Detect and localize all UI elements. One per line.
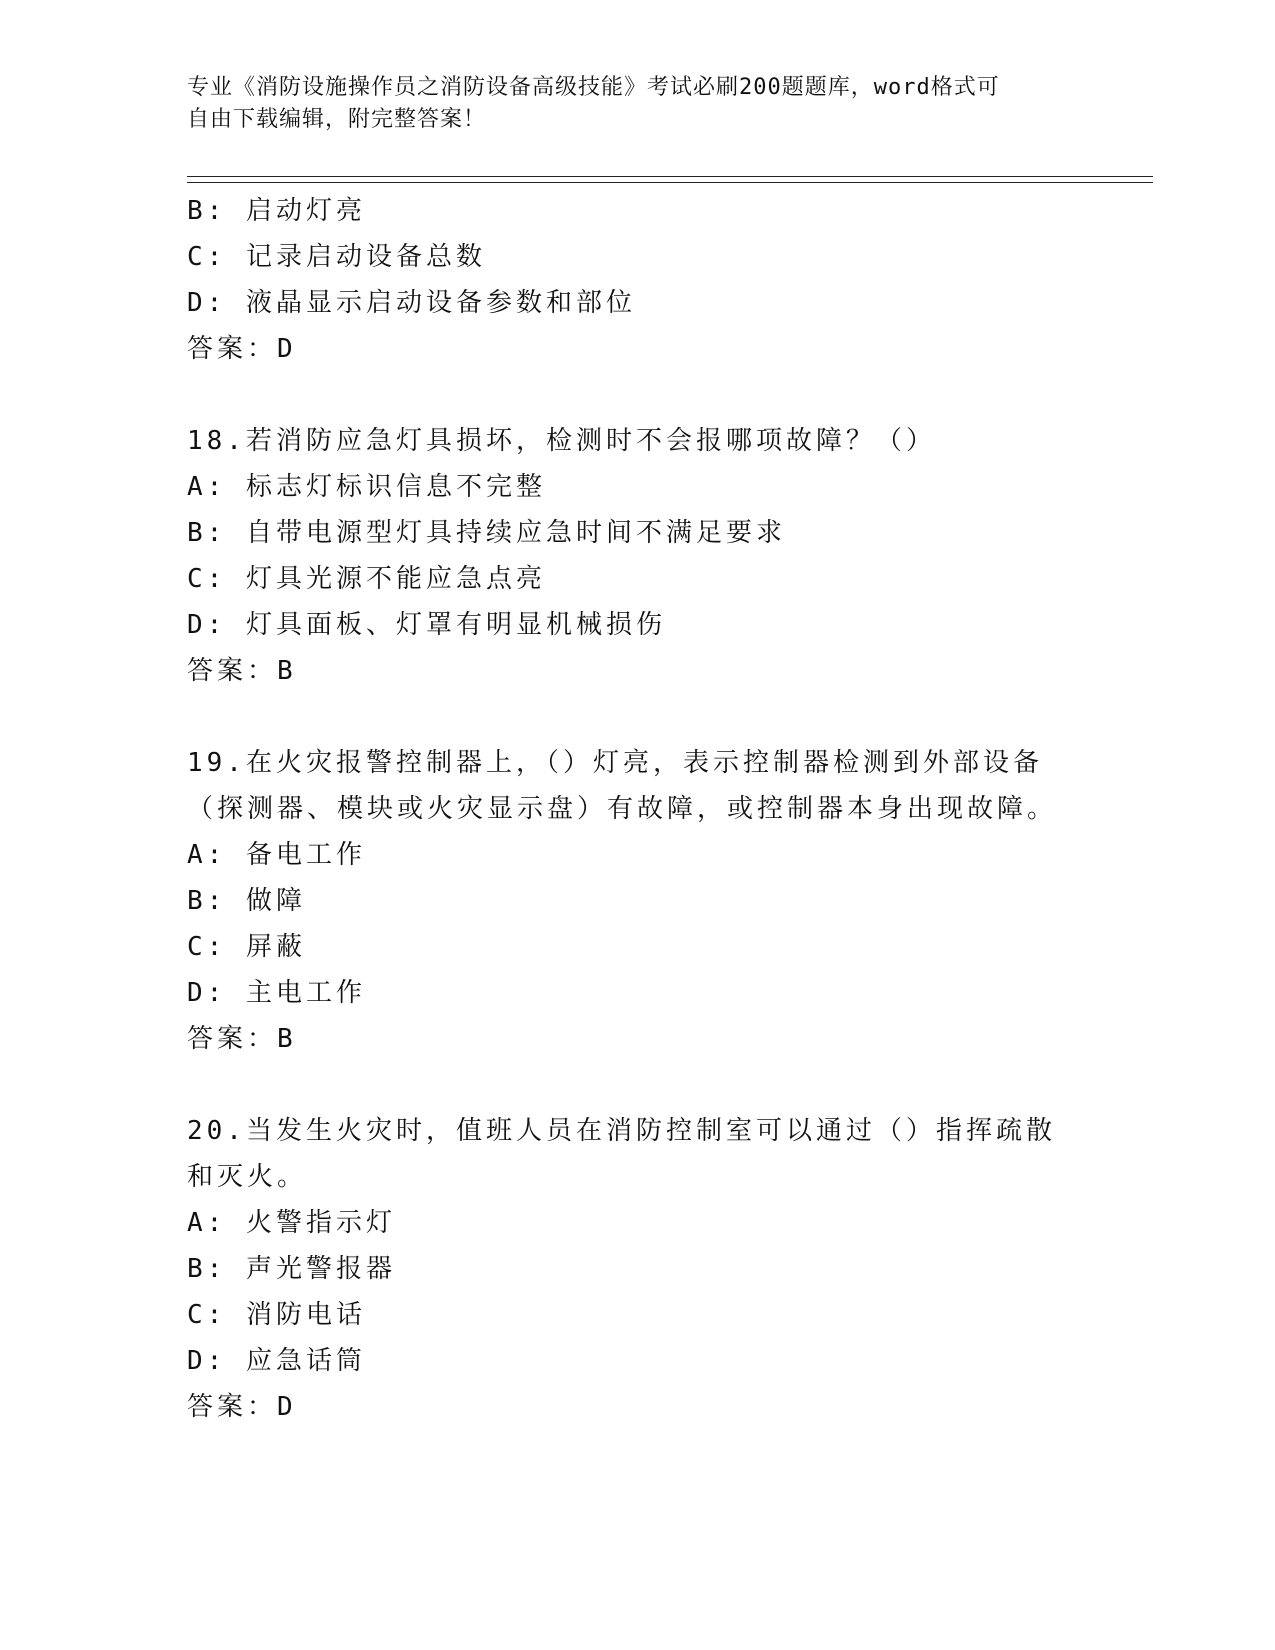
question-20 [187,1108,1087,1430]
option-c: C: 灯具光源不能应急点亮 [187,564,546,594]
answer-value: B [277,1024,295,1054]
answer-label: 答案： [187,334,278,364]
header-line-2: 自由下载编辑，附完整答案！ [187,107,487,132]
option-b: B: 做障 [187,886,306,916]
answer-value: D [277,334,295,364]
question-18 [187,418,1087,694]
answer-line [187,648,1087,694]
option-a: A: 备电工作 [187,840,366,870]
prev-question-block [187,188,1087,372]
answer-value: D [277,1392,295,1422]
header-rule-top [187,176,1153,177]
answer-line [187,1016,1087,1062]
option-a: A: 火警指示灯 [187,1208,396,1238]
answer-label: 答案： [187,656,278,686]
option-b: B: 启动灯亮 [187,196,366,226]
option-a: A: 标志灯标识信息不完整 [187,472,546,502]
option-d: D: 液晶显示启动设备参数和部位 [187,288,636,318]
document-header [187,72,1067,136]
question-text: 20.当发生火灾时，值班人员在消防控制室可以通过（）指挥疏散和灭火。 [187,1116,1056,1192]
header-line-1: 专业《消防设施操作员之消防设备高级技能》考试必刷200题题库，word格式可 [187,75,1000,100]
answer-label: 答案： [187,1024,278,1054]
option-b: B: 声光警报器 [187,1254,396,1284]
option-c: C: 记录启动设备总数 [187,242,486,272]
option-d: D: 应急话筒 [187,1346,366,1376]
answer-line [187,1384,1087,1430]
question-19 [187,740,1087,1062]
question-text: 18.若消防应急灯具损坏，检测时不会报哪项故障？（） [187,426,936,456]
answer-value: B [277,656,295,686]
option-d: D: 主电工作 [187,978,366,1008]
option-c: C: 消防电话 [187,1300,366,1330]
option-c: C: 屏蔽 [187,932,306,962]
answer-label: 答案： [187,1392,278,1422]
document-body [187,188,1087,1430]
option-b: B: 自带电源型灯具持续应急时间不满足要求 [187,518,786,548]
answer-line [187,326,1087,372]
question-text: 19.在火灾报警控制器上，（）灯亮，表示控制器检测到外部设备（探测器、模块或火灾显示盘）有故障，或控制器本身出现故障。 [187,748,1058,824]
header-rule-bottom [187,182,1153,183]
option-d: D: 灯具面板、灯罩有明显机械损伤 [187,610,666,640]
